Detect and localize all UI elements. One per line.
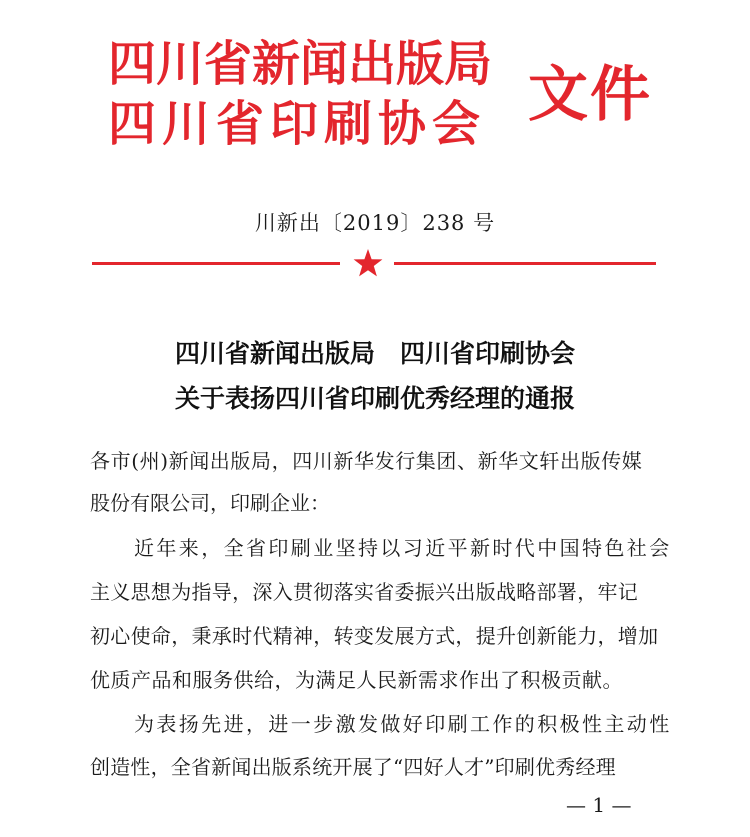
document-number: 川新出〔2019〕238 号 [254,211,496,235]
document-title-line-1: 四川省新闻出版局 四川省印刷协会 [174,339,575,368]
issuer-name-2: 四川省印刷协会 [108,96,487,152]
body-line-8: 创造性，全省新闻出版系统开展了“四好人才”印刷优秀经理 [90,755,616,779]
body-line-4: 主义思想为指导，深入贯彻落实省委振兴出版战略部署，牢记 [90,580,639,604]
body-line-6: 优质产品和服务供给，为满足人民新需求作出了积极贡献。 [90,668,623,692]
body-line-5: 初心使命，秉承时代精神，转变发展方式，提升创新能力，增加 [90,624,659,648]
body-line-2: 股份有限公司，印刷企业： [90,491,330,515]
red-divider-right [394,262,656,265]
body-line-3: 近年来，全省印刷业坚持以习近平新时代中国特色社会 [134,536,672,560]
page-number: — 1 — [566,793,632,817]
document-header [108,30,652,160]
issuer-name-1: 四川省新闻出版局 [108,36,493,92]
body-line-7: 为表扬先进，进一步激发做好印刷工作的积极性主动性 [134,712,672,736]
red-star-icon [352,247,384,279]
red-divider-left [92,262,340,265]
document-type-label: 文件 [528,60,652,130]
body-line-1: 各市(州)新闻出版局，四川新华发行集团、新华文轩出版传媒 [90,449,643,473]
document-title-line-2: 关于表扬四川省印刷优秀经理的通报 [174,384,575,413]
